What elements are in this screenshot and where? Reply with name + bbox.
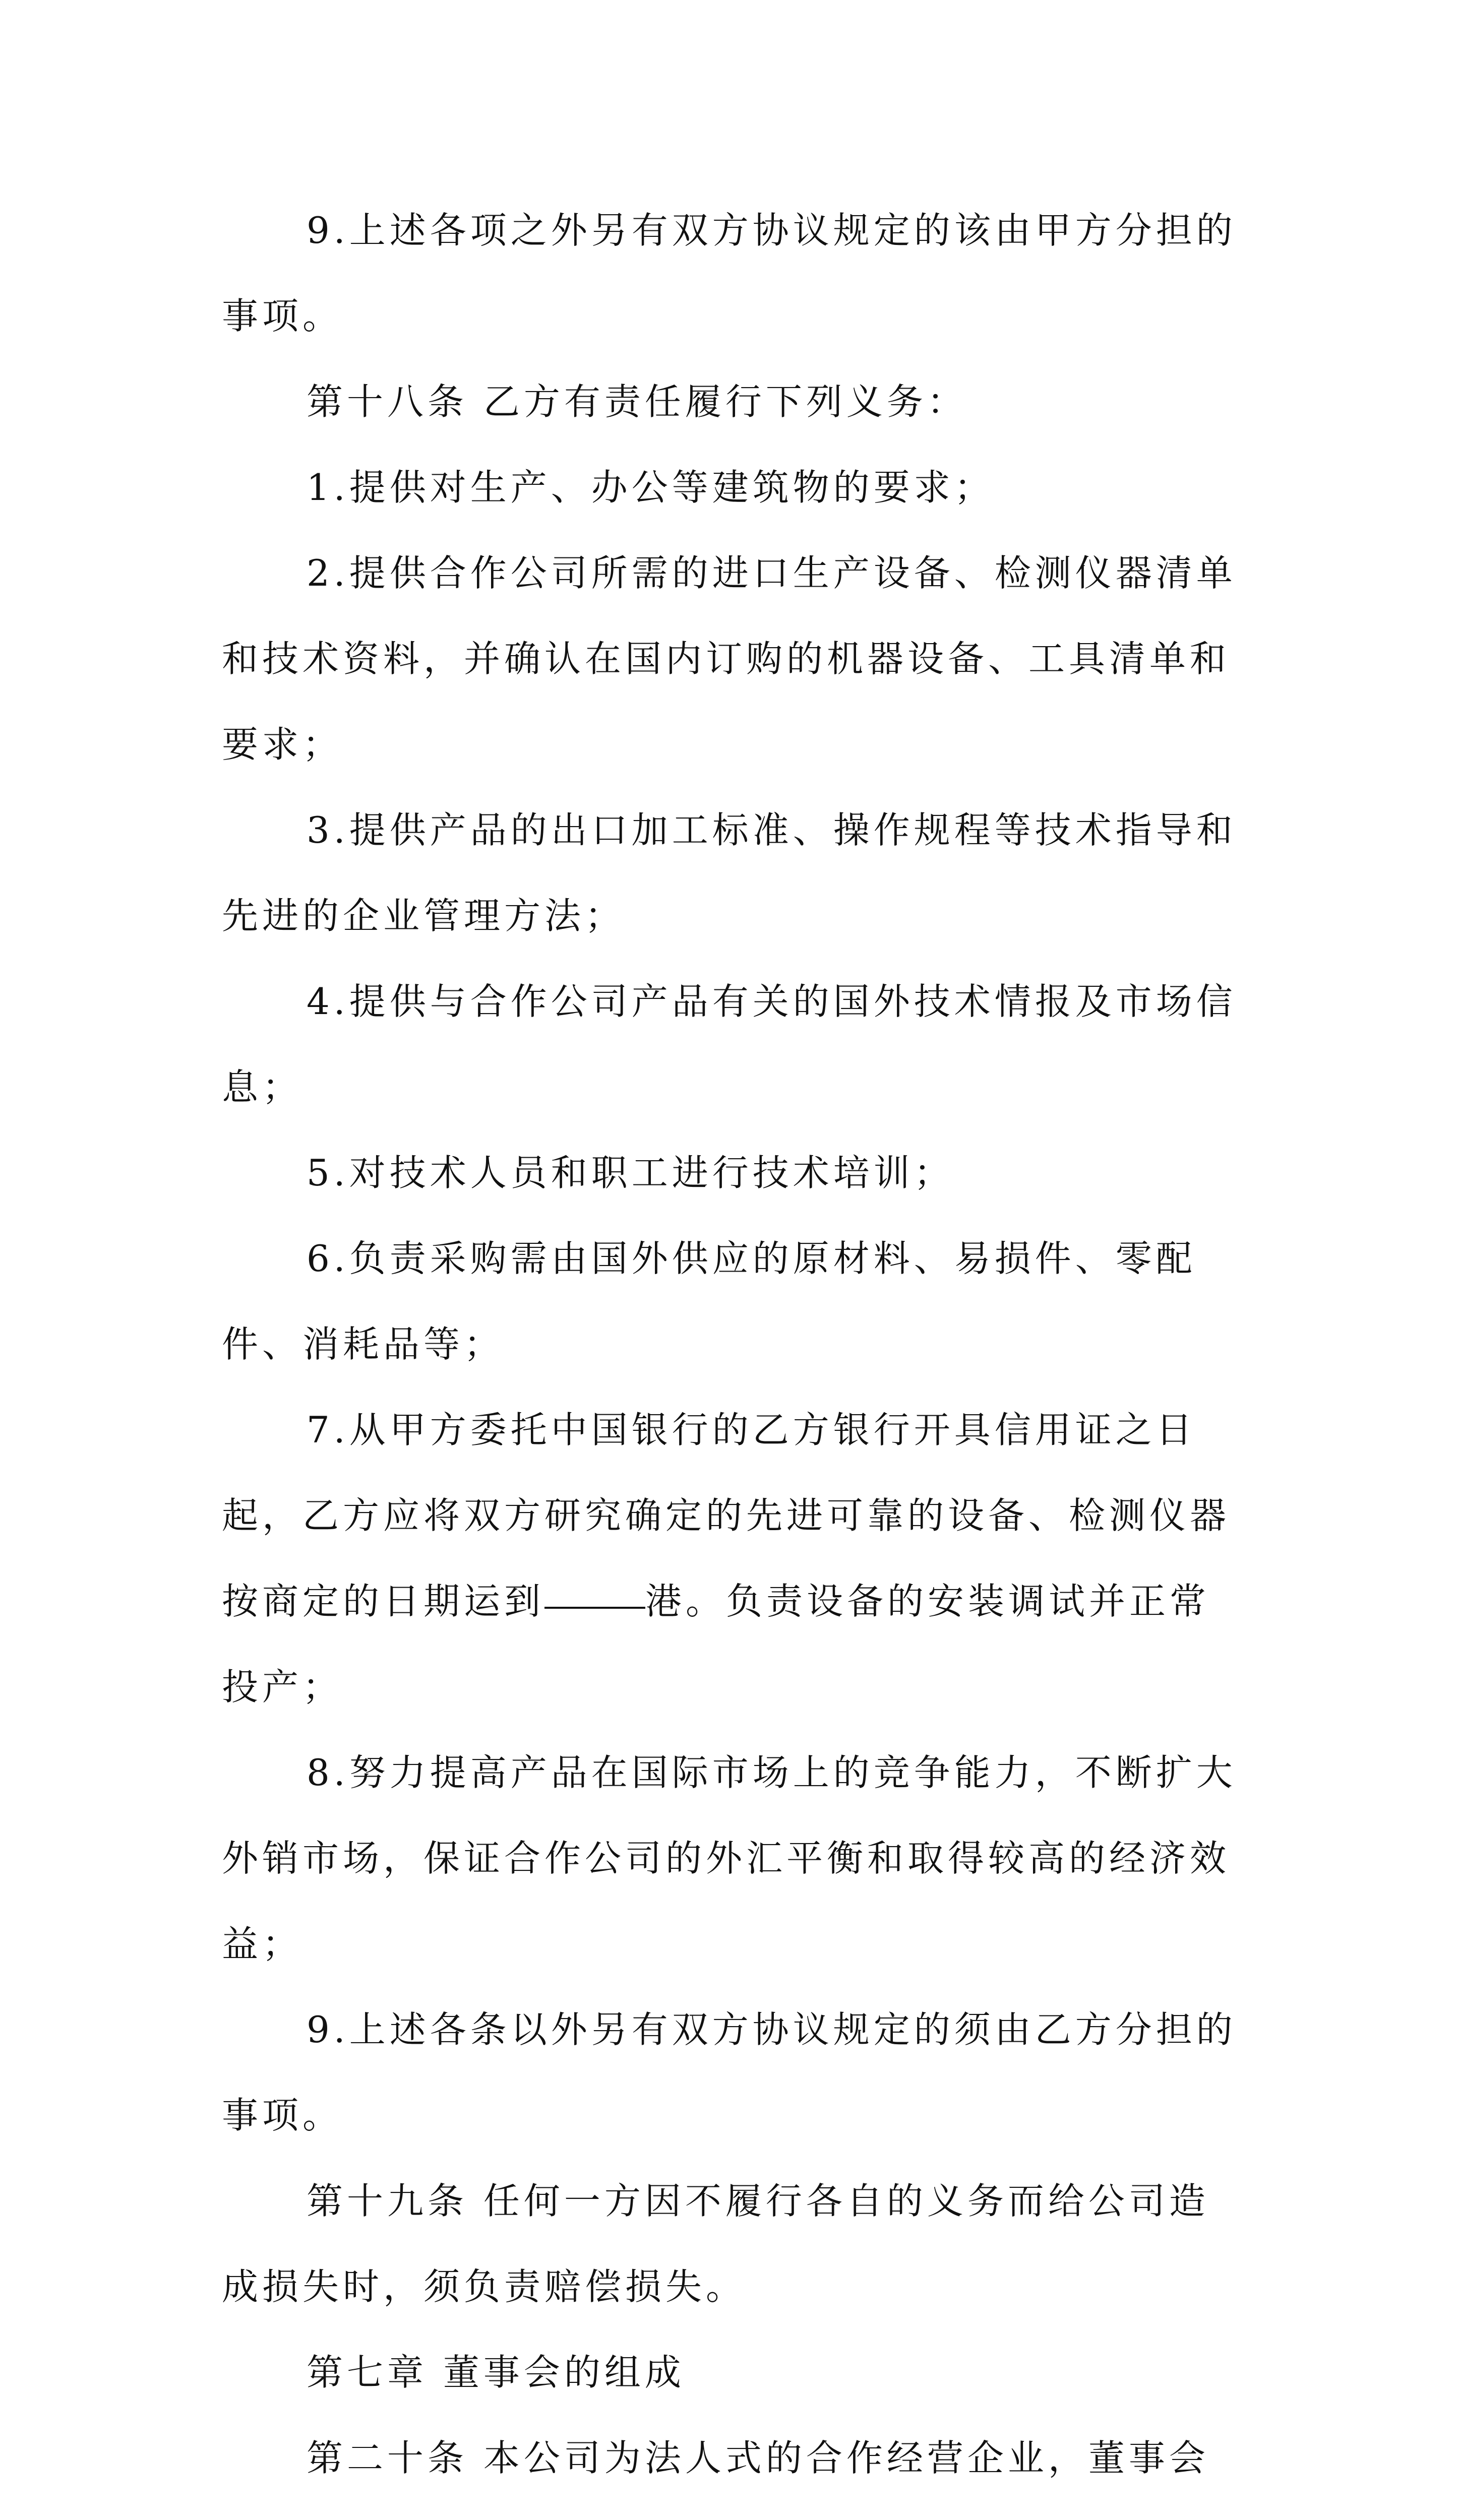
paragraph-party-b-item-4: 4.提供与合作公司产品有关的国外技术情报及市场信息； bbox=[222, 980, 1237, 1108]
document-body bbox=[222, 187, 1240, 2520]
paragraph-party-b-item-1: 1.提供对生产、办公等建筑物的要求； bbox=[307, 466, 995, 509]
paragraph-party-b-item-7-before-blank: 7.从甲方委托中国银行的乙方银行开具信用证之日起，乙方应将双方研究确定的先进可靠的设备、检测仪器按商定的日期运到 bbox=[222, 1409, 1231, 1622]
paragraph-party-b-item-8: 8.努力提高产品在国际市场上的竞争能力，不断扩大外销市场，保证合作公司的外汇平衡和取得较高的经济效益； bbox=[222, 1751, 1237, 1965]
paragraph-party-b-item-7-after-blank: 港。负责设备的安装调试并正常投产； bbox=[222, 1580, 1210, 1708]
paragraph-party-b-item-6: 6.负责采购需由国外供应的原材料、易损件、零配件、消耗品等； bbox=[222, 1237, 1196, 1365]
paragraph-article-19: 第十九条 任何一方因不履行各自的义务而给公司造成损失时，须负责赔偿损失。 bbox=[222, 2180, 1209, 2308]
paragraph-party-b-item-5: 5.对技术人员和职工进行技术培训； bbox=[307, 1152, 954, 1194]
paragraph-party-a-item-9: 9.上述各项之外另有双方协议规定的该由甲方分担的事项。 bbox=[222, 209, 1237, 337]
paragraph-party-b-item-7 bbox=[222, 1387, 1240, 1730]
paragraph-party-b-item-3: 3.提供产品的出口加工标准、操作规程等技术指导和先进的企业管理方法； bbox=[222, 809, 1237, 937]
port-name-blank bbox=[544, 1607, 645, 1609]
paragraph-party-b-item-2: 2.提供合作公司所需的进口生产设备、检测仪器清单和技术资料，并确认在国内订购的机器设备、工具清单和要求； bbox=[222, 552, 1237, 766]
paragraph-article-18: 第十八条 乙方有责任履行下列义务： bbox=[307, 381, 967, 423]
paragraph-article-20: 第二十条 本公司为法人式的合作经营企业，董事会 bbox=[307, 2437, 1209, 2479]
chapter-7-heading: 第七章 董事会的组成 bbox=[307, 2351, 685, 2393]
paragraph-party-b-item-9: 9.上述各条以外另有双方协议规定的须由乙方分担的事项。 bbox=[222, 2008, 1237, 2136]
